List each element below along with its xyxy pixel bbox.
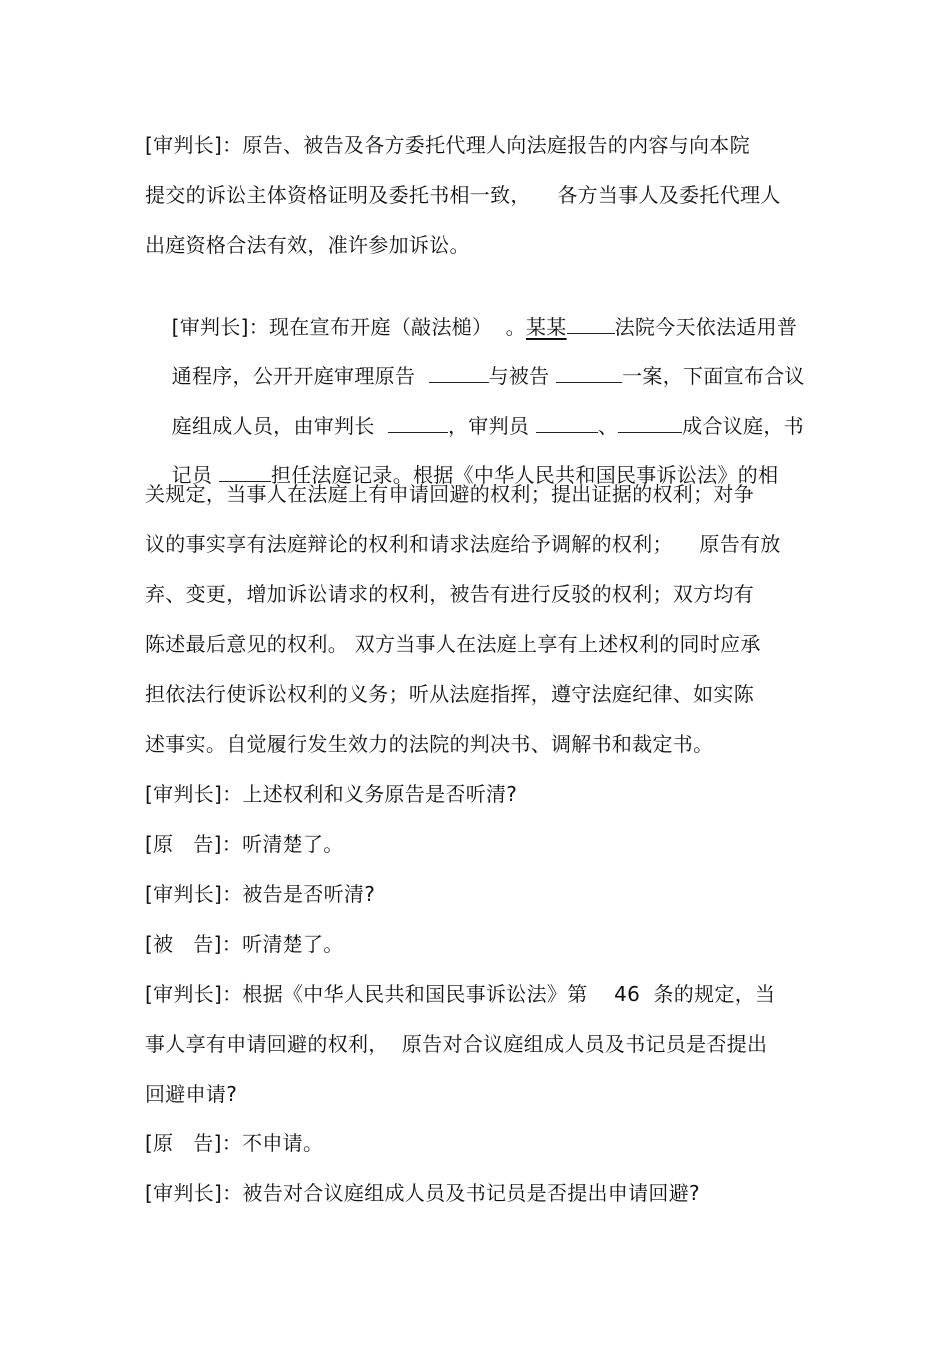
text-segment: 一案，下面宣布合议 (622, 364, 805, 388)
text-line (145, 380, 804, 438)
text-segment: 与被告 (488, 364, 557, 388)
text-line: [审判长]：原告、被告及各方委托代理人向法庭报告的内容与向本院 (145, 133, 750, 157)
text-line: 回避申请? (145, 1082, 238, 1106)
text-line: [审判长]：被告对合议庭组成人员及书记员是否提出申请回避? (145, 1181, 700, 1205)
text-segment: ，审判员 (447, 414, 536, 438)
text-segment: 通程序，公开开庭审理原告 (171, 364, 429, 388)
text-segment: 庭组成人员，由审判长 (171, 414, 388, 438)
text-line: [审判长]：被告是否听清? (145, 882, 376, 906)
text-line: 担依法行使诉讼权利的义务；听从法庭指挥，遵守法庭纪律、如实陈 (145, 682, 754, 706)
text-segment: 、 (597, 414, 619, 438)
text-line (145, 281, 798, 339)
court-name-underlined: 某某 (525, 315, 567, 339)
text-line: [审判长]：上述权利和义务原告是否听清? (145, 782, 518, 806)
text-line: [审判长]：根据《中华人民共和国民事诉讼法》第 46 条的规定，当 (145, 982, 776, 1006)
text-line: 事人享有申请回避的权利， 原告对合议庭组成人员及书记员是否提出 (145, 1032, 768, 1056)
text-line: 提交的诉讼主体资格证明及委托书相一致， 各方当事人及委托代理人 (145, 183, 781, 207)
text-line: 出庭资格合法有效，准许参加诉讼。 (145, 233, 470, 257)
text-segment: 担任法庭记录。根据《中华人民共和国民事诉讼法》的相 (270, 463, 779, 487)
text-segment: 成合议庭，书 (682, 414, 804, 438)
text-line: 关规定，当事人在法庭上有申请回避的权利；提出证据的权利；对争 (145, 482, 754, 506)
text-line (145, 429, 779, 487)
text-line: 述事实。自觉履行发生效力的法院的判决书、调解书和裁定书。 (145, 732, 714, 756)
text-segment: 法院今天依法适用普 (614, 315, 798, 339)
text-line: [原 告]：听清楚了。 (145, 832, 344, 856)
text-line: 陈述最后意见的权利。 双方当事人在法庭上享有上述权利的同时应承 (145, 632, 761, 656)
text-line: [被 告]：听清楚了。 (145, 932, 344, 956)
text-segment: [审判长]：现在宣布开庭（敲法槌） 。 (171, 315, 526, 339)
text-line (145, 330, 805, 388)
text-line: 弃、变更，增加诉讼请求的权利，被告有进行反驳的权利；双方均有 (145, 582, 754, 606)
text-line: 议的事实享有法庭辩论的权利和请求法庭给予调解的权利； 原告有放 (145, 532, 781, 556)
text-line: [原 告]：不申请。 (145, 1131, 324, 1155)
text-segment: 记员 (171, 463, 219, 487)
